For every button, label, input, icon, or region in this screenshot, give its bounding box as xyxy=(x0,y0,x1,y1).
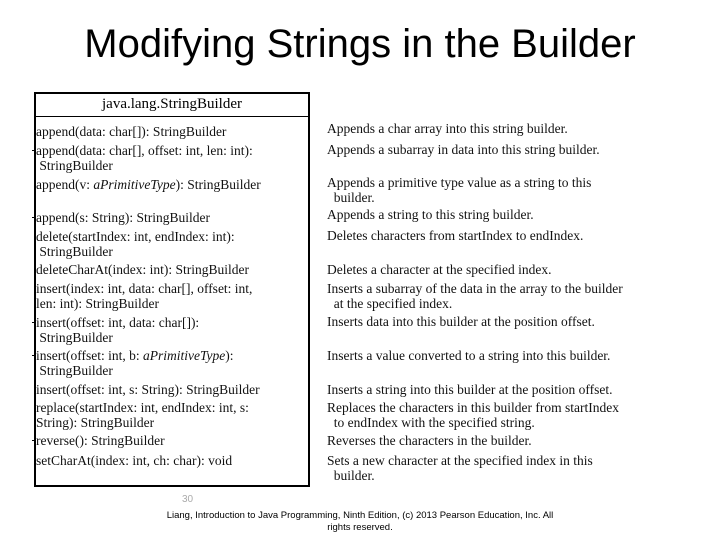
description: Appends a string to this string builder. xyxy=(327,207,534,222)
description: Appends a subarray in data into this string builder. xyxy=(327,142,600,157)
method-delete: delete(startIndex: int, endIndex: int): StringBuilder xyxy=(36,229,235,259)
method-insert-subarray: insert(index: int, data: char[], offset: int, len: int): StringBuilder xyxy=(36,281,253,311)
method-append-primitive: append(v: aPrimitiveType): StringBuilder xyxy=(36,177,261,192)
description: Appends a primitive type value as a string to this builder. xyxy=(327,175,592,205)
description: Deletes characters from startIndex to endIndex. xyxy=(327,228,584,243)
description: Appends a char array into this string builder. xyxy=(327,121,568,136)
description: Replaces the characters in this builder from startIndex to endIndex with the specified string. xyxy=(327,400,620,430)
description: Inserts a value converted to a string into this builder. xyxy=(327,348,611,363)
description: Sets a new character at the specified index in this builder. xyxy=(327,453,593,483)
slide-title: Modifying Strings in the Builder xyxy=(84,22,636,66)
description: Inserts a string into this builder at the position offset. xyxy=(327,382,613,397)
method-append-string: append(s: String): StringBuilder xyxy=(36,210,210,225)
description: Deletes a character at the specified index. xyxy=(327,262,552,277)
description: Inserts a subarray of the data in the array to the builder at the specified index. xyxy=(327,281,623,311)
page-number: 30 xyxy=(182,494,194,505)
description: Inserts data into this builder at the position offset. xyxy=(327,314,595,329)
method-insert-string: insert(offset: int, s: String): StringBuilder xyxy=(36,382,260,397)
method-deleteCharAt: deleteCharAt(index: int): StringBuilder xyxy=(36,262,249,277)
method-replace: replace(startIndex: int, endIndex: int, s: String): StringBuilder xyxy=(36,400,249,430)
method-insert-primitive: insert(offset: int, b: aPrimitiveType): StringBuilder xyxy=(36,348,234,378)
method-reverse: reverse(): StringBuilder xyxy=(36,433,165,448)
method-insert-char-array: insert(offset: int, data: char[]): StringBuilder xyxy=(36,315,200,345)
description: Reverses the characters in the builder. xyxy=(327,433,532,448)
method-append-char-array: append(data: char[]): StringBuilder xyxy=(36,124,227,139)
method-setCharAt: setCharAt(index: int, ch: char): void xyxy=(36,453,233,468)
uml-class-name: java.lang.StringBuilder xyxy=(36,94,308,117)
footer-copyright: Liang, Introduction to Java Programming, Ninth Edition, (c) 2013 Pearson Education, Inc. All rights reserved. xyxy=(166,510,554,533)
method-append-subarray: append(data: char[], offset: int, len: int): StringBuilder xyxy=(36,143,253,173)
